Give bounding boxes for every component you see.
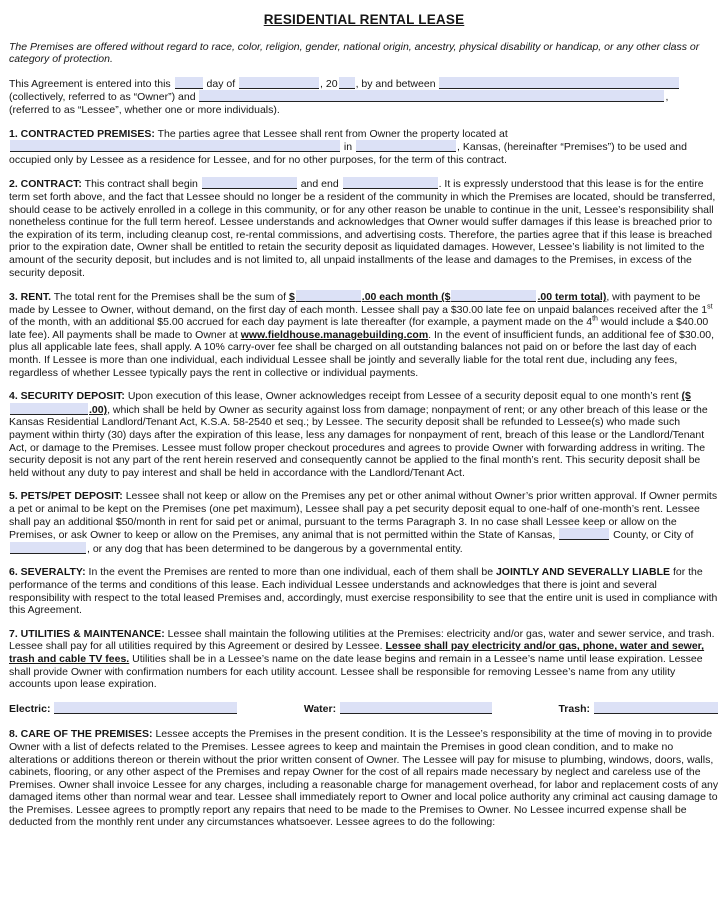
text-run: (referred to as “Lessee”, whether one or more individuals). [9, 103, 280, 116]
text-run: . It is expressly understood that this lease is for the entire term set forth above, and the fact that Lessee should no longer be a resident of the community in which the Premises are located, should be transferred, should cease to be actively enrolled in a college in this community, or for any other reason be unable to continue in the unit, Lessee’s responsibility shall nonetheless continue for the full term hereof. Lessee understands and acknowledges that Owner would suffer damages if this lease is breached prior to the expiration of its term, including cleanup cost, re-rental commissions, and advertising costs. Therefore, the parties agree that if this lease is breached prior to the expiration date, Owner shall be entitled to retain the security deposit as liquidated damages. However, Lessee’s liability is not limited to the amount of the security deposit, but includes and is not limited to, all unpaid installments of the lease and damages to the Premises, in excess of the security deposit. [9, 178, 716, 279]
text-run: would include a $40.00 late fee). All payments shall be made to Owner at [9, 316, 709, 341]
water-label: Water: [303, 702, 337, 715]
section-8-care-of-premises [9, 728, 719, 829]
document-title: RESIDENTIAL RENTAL LEASE [263, 12, 465, 27]
text-run: Lessee accepts the Premises in the present condition. It is the Lessee’s responsibility at the time of moving in to provide Owner with a list of defects related to the Premises. Lessee agrees to keep and maintain the Premises in good clean condition, and to make no alterations or additions thereon or therein without the prior written consent of Owner. The Lessee will pay for misuse to plumbing, windows, doors, walls, cabinets, flooring, or any other aspect of the Premises and repay Owner for the cost of all repairs made necessary by neglect and careless use of the Premises. Owner shall invoice Lessee for any charges, including a reasonable charge for management overhead, for labor and replacement costs of any damaged items other than normal wear and tear. Lessee shall immediately report to Owner and local police authority any criminal act causing damage to the Premises. Lessee agrees to promptly report any repairs that need to be made to the Premises to Owner. No Lessee incurred expense shall be deducted from the monthly rent under any circumstances whatsoever. Lessee agrees to do the following: [9, 728, 719, 829]
text-run: , with payment to be made by Lessee to Owner, without demand, on the first day of each month. Lessee shall pay a $30.00 late fee on unpaid balances received after the 1 [9, 291, 708, 316]
payment-website-link[interactable]: www.fieldhouse.managebuilding.com [240, 328, 429, 341]
text-run: , which shall be held by Owner as security against loss from damage; nonpayment of rent; or any other breach of this lease or the Kansas Residential Landlord/Tenant Act, K.S.A. 58-2540 et seq.; by Lessee. The security deposit shall be refunded to Lessee(s) who made such payment within thirty (30) days after the expiration of this lease, less any damages for nonpayment of rent, breach of this lease or the Landlord/Tenant Act, or damage to the Premises. Lessee must follow proper checkout procedures and agrees to provide Owner with forwarding address in writing. The security deposit is not any part of the rent herein reserved and consequently cannot be applied to the final month’s rent. This security deposit shall be held without any duty to pay interest and shall be held in accordance with the Landlord/Tenant Act. [9, 403, 708, 479]
text-run: , Kansas, (hereinafter “Premises”) to be used and occupied only by Lessee as a residence for Lessee, and for no other purposes, for the term of this contract. [9, 141, 687, 166]
trash-label: Trash: [558, 702, 590, 715]
electric-field-group [9, 702, 238, 716]
section-3-rent [9, 290, 719, 379]
section-3-heading: 3. RENT. [9, 291, 52, 304]
section-2-contract [9, 177, 719, 279]
year-field[interactable] [339, 77, 355, 89]
county-field[interactable] [559, 528, 609, 540]
text-run: .00) [89, 403, 108, 416]
text-run: st [707, 303, 713, 311]
text-run: In the event the Premises are rented to more than one individual, each of them shall be [85, 566, 496, 579]
section-7-utilities-maintenance [9, 628, 719, 691]
section-1-contracted-premises [9, 128, 719, 167]
pet-city-field[interactable] [10, 542, 86, 554]
text-run: County, or City of [610, 529, 694, 542]
text-run: for the performance of the terms and conditions of this lease. Each individual Lessee understands and acknowledges that there is joint and several responsibility with respect to the total leased Premises and, accordingly, must exercise responsibility to see that the entire unit is used in compliance with this Agreement. [9, 566, 718, 617]
section-6-heading: 6. SEVERALTY: [9, 566, 86, 579]
monthly-rent-field[interactable] [296, 290, 361, 302]
fair-housing-notice-paragraph [9, 41, 719, 66]
end-date-field[interactable] [343, 177, 438, 189]
section-5-pets-deposit [9, 490, 719, 555]
text-run: JOINTLY AND SEVERALLY LIABLE [495, 566, 671, 579]
text-run: .00 term total) [537, 291, 607, 304]
utilities-fields-row [9, 702, 719, 716]
month-field[interactable] [239, 77, 319, 89]
property-address-field[interactable] [10, 140, 340, 152]
text-run: , [665, 91, 669, 104]
section-8-heading: 8. CARE OF THE PREMISES: [9, 728, 153, 741]
text-run: , by and between [355, 77, 439, 90]
section-2-heading: 2. CONTRACT: [9, 178, 82, 191]
fair-housing-notice: The Premises are offered without regard to race, color, religion, gender, national origin, ancestry, physical disability or handicap, or any other class or category of protection. [9, 40, 700, 66]
section-4-heading: 4. SECURITY DEPOSIT: [9, 390, 125, 403]
text-run: in [341, 141, 356, 154]
owner-name-field[interactable] [439, 77, 679, 89]
section-5-heading: 5. PETS/PET DEPOSIT: [9, 490, 123, 503]
text-run: The parties agree that Lessee shall rent from Owner the property located at [154, 127, 508, 140]
text-run: Lessee shall pay electricity and/or gas, phone, water and sewer, trash and cable TV fees. [9, 640, 705, 665]
trash-provider-field[interactable] [594, 702, 718, 714]
day-field[interactable] [175, 77, 203, 89]
electric-provider-field[interactable] [54, 702, 237, 714]
text-run: , or any dog that has been determined to be dangerous by a governmental entity. [87, 542, 463, 555]
lessee-name-field[interactable] [199, 90, 664, 102]
text-run: (collectively, referred to as “Owner”) and [9, 91, 199, 104]
text-run: Upon execution of this lease, Owner acknowledges receipt from Lessee of a security deposit equal to one month’s rent [124, 390, 682, 403]
text-run: . In the event of insufficient funds, an additional fee of $30.00, plus all applicable late fees, shall apply. A 10% carry-over fee shall be charged on all outstanding balances not paid on or before the last day of each month. If Lessee is more than one individual, each individual Lessee shall be jointly and severally liable for the total rent due, including any fees, regardless of whether Lessee typically pays the rent in collective or individual payments. [9, 328, 715, 379]
section-1-heading: 1. CONTRACTED PREMISES: [9, 127, 155, 140]
city-field[interactable] [356, 140, 456, 152]
section-4-security-deposit [9, 390, 719, 479]
text-run: , 20 [320, 77, 338, 90]
section-6-severalty [9, 566, 719, 616]
text-run: and end [297, 178, 342, 191]
deposit-amount-field[interactable] [10, 403, 88, 415]
section-7-heading: 7. UTILITIES & MAINTENANCE: [9, 627, 165, 640]
text-run: The total rent for the Premises shall be the sum of [51, 291, 289, 304]
text-run: Lessee shall not keep or allow on the Premises any pet or other animal without Owner’s prior written approval. If Owner permits a pet or animal to be kept on the Premises (one pet maximum), Lessee shall pay a pet security deposit equal to one-half of one-month’s rent. Lessee shall pay an additional $50/month in rent for said pet or animal, pursuant to the terms Paragraph 3. In no case shall Lessee keep or allow on the Premises, or ask Owner to keep or allow on the Premises, any animal that is not permitted within the State of Kansas, [9, 490, 718, 542]
text-run: This Agreement is entered into this [9, 77, 174, 90]
water-provider-field[interactable] [340, 702, 492, 714]
text-run: th [592, 315, 598, 323]
text-run: ($ [681, 390, 691, 403]
text-run: Utilities shall be in a Lessee’s name on the date lease begins and remain in a Lessee’s name until lease expiration. Lessee shall provide Owner with confirmation numbers for each utility account. Lessee shall be responsible for removing Lessee’s name from any utility accounts upon lease expiration. [9, 652, 703, 691]
term-total-field[interactable] [451, 290, 536, 302]
begin-date-field[interactable] [202, 177, 297, 189]
water-field-group [304, 702, 493, 716]
agreement-parties-paragraph [9, 77, 719, 117]
text-run: Lessee shall maintain the following utilities at the Premises: electricity and/or gas, water and sewer service, and trash. Lessee shall pay for all utilities required by this Agreement or desired by Lessee. [9, 627, 715, 653]
electric-label: Electric: [9, 702, 51, 715]
text-run: of the month, with an additional $5.00 accrued for each day payment is late thereafter (for example, a payment made on the 4 [9, 316, 593, 329]
text-run: day of [203, 77, 239, 90]
trash-field-group [558, 702, 719, 716]
text-run: This contract shall begin [81, 178, 201, 191]
text-run: $ [288, 291, 295, 304]
text-run: .00 each month ($ [361, 291, 451, 304]
